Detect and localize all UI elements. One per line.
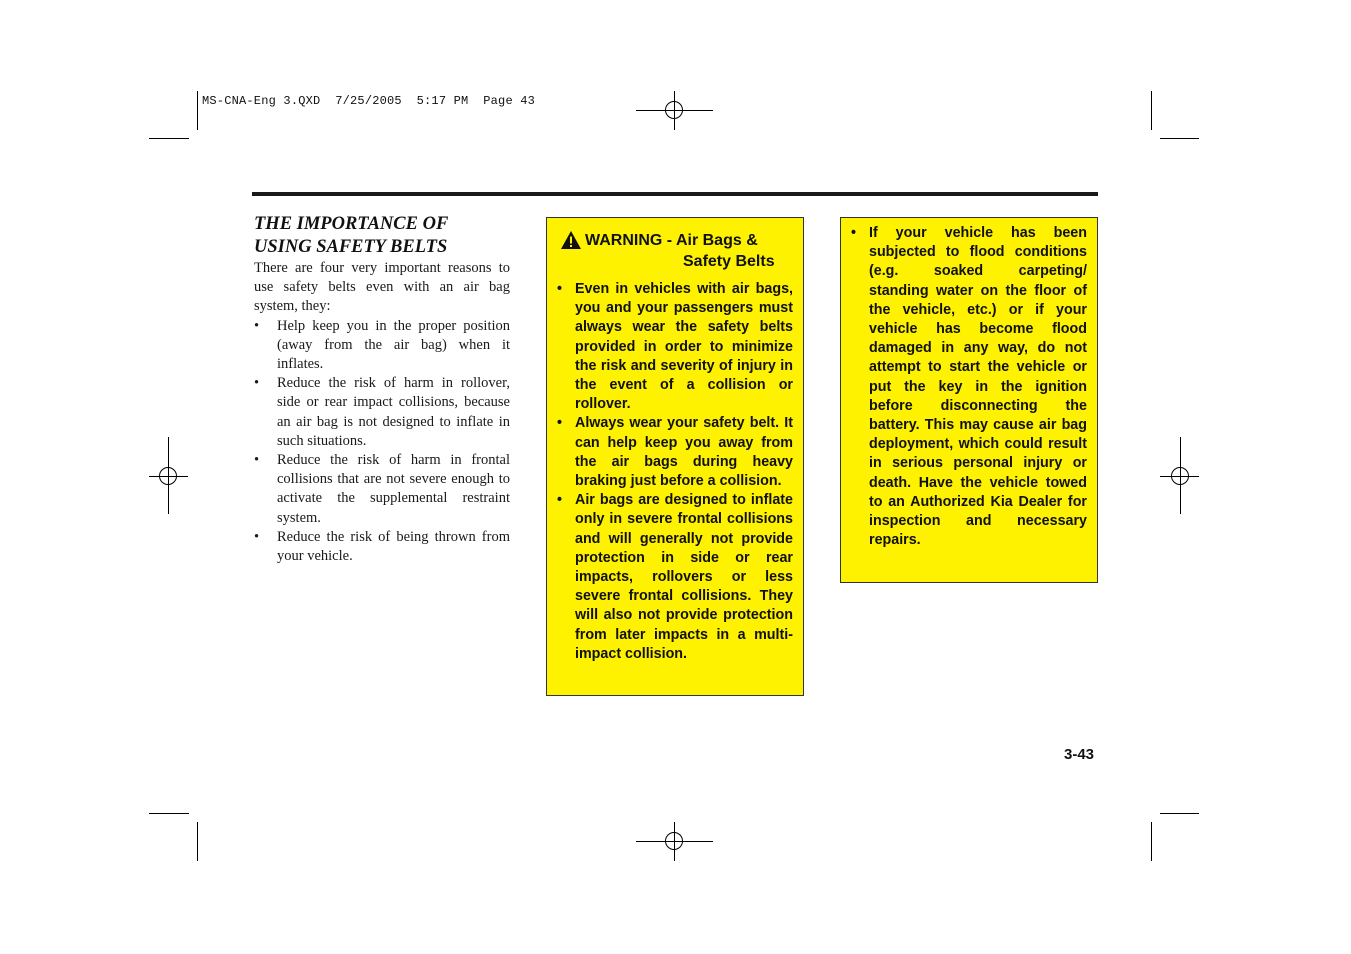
list-item: • Reduce the risk of being thrown from your vehicle.	[254, 528, 510, 565]
list-item: • Reduce the risk of harm in frontal collisions that are not severe enough to activate the supplemental restraint system.	[254, 452, 510, 526]
warning-box-air-bags	[546, 217, 804, 696]
list-item: • Air bags are designed to inflate only in severe frontal collisions and will generally not provide protection in side or rear impacts, rollovers or less severe frontal collisions. They will also not provide protection from later impacts in a multi-impact collision.	[557, 492, 793, 662]
crop-mark	[197, 822, 198, 861]
warning-triangle-icon	[560, 230, 582, 250]
crop-mark	[1151, 822, 1152, 861]
section-title	[254, 213, 510, 259]
bullet: •	[254, 317, 260, 334]
page-number: 3-43	[1064, 746, 1095, 763]
warning-heading-line-2: Safety Belts	[683, 253, 775, 270]
bullet: •	[254, 375, 260, 392]
crop-mark	[149, 813, 189, 814]
crop-mark	[1160, 138, 1199, 139]
bullet: •	[254, 452, 260, 469]
section-title-line-2: USING SAFETY BELTS	[254, 237, 448, 257]
list-item: • Help keep you in the proper position (away from the air bag) when it inflates.	[254, 317, 510, 373]
list-item: • If your vehicle has been subjected to flood conditions (e.g. soaked carpeting/ standing water on the floor of the vehicle, etc.) or if your vehicle has become flood damaged in any way, do not attempt to start the vehicle or put the key in the ignition before disconnecting the battery. This may cause air bag deployment, which could result in serious personal injury or death. Have the vehicle towed to an Authorized Kia Dealer for inspection and necessary repairs.	[851, 225, 1087, 549]
warning-list	[557, 280, 793, 664]
warning-box-flood	[840, 217, 1098, 583]
warning-list	[851, 224, 1087, 550]
bullet: •	[557, 492, 563, 509]
bullet: •	[254, 528, 260, 545]
safety-belts-section	[254, 213, 510, 566]
list-item: • Always wear your safety belt. It can help keep you away from the air bags during heavy braking just before a collision.	[557, 415, 793, 490]
reasons-list	[254, 317, 510, 567]
crop-mark	[1151, 91, 1152, 130]
bullet: •	[557, 281, 563, 297]
section-intro: There are four very important reasons to use safety belts even with an air bag system, they:	[254, 260, 510, 315]
section-title-line-1: THE IMPORTANCE OF	[254, 214, 449, 234]
crop-mark	[1160, 813, 1199, 814]
crop-mark	[197, 91, 198, 130]
header-rule	[252, 192, 1098, 196]
warning-heading-line-1: WARNING - Air Bags &	[585, 232, 758, 249]
list-item: • Reduce the risk of harm in rollover, side or rear impact collisions, because an air bag is not designed to inflate in such situations.	[254, 375, 510, 449]
bullet: •	[851, 225, 857, 241]
warning-heading	[557, 230, 793, 272]
crop-mark	[149, 138, 189, 139]
list-item: • Even in vehicles with air bags, you and your passengers must always wear the safety belts provided in order to minimize the risk and severity of injury in the event of a collision or rollover.	[557, 281, 793, 413]
bullet: •	[557, 415, 563, 432]
file-slug: MS-CNA-Eng 3.QXD 7/25/2005 5:17 PM Page 43	[202, 94, 536, 108]
